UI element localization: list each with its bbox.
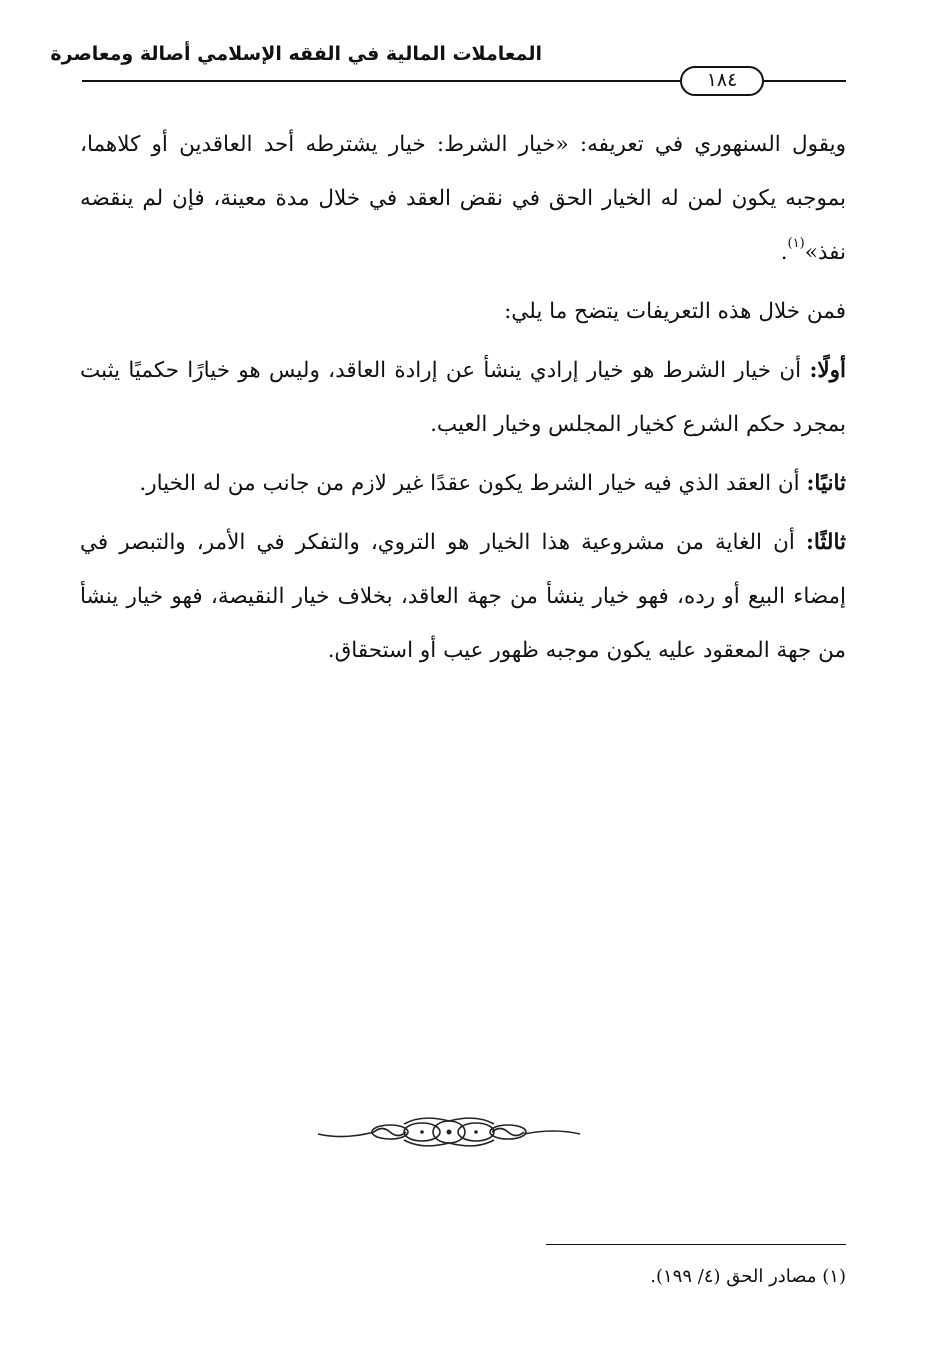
paragraph-text: ويقول السنهوري في تعريفه: «خيار الشرط: خيار يشترطه أحد العاقدين أو كلاهما، بموجبه يكون لمن له الخيار الحق في نقض العقد في خلال مدة معينة، فإن لم ينقضه نفذ»: [80, 132, 846, 265]
point-label: ثالثًا:: [805, 530, 846, 555]
paragraph-text: أن العقد الذي فيه خيار الشرط يكون عقدًا غير لازم من جانب من له الخيار.: [139, 471, 807, 496]
page-number: ١٨٤: [680, 66, 764, 96]
paragraph-second-point: [80, 457, 846, 511]
footnote-text: مصادر الحق (٤/ ١٩٩).: [650, 1266, 817, 1287]
paragraph-third-point: [80, 516, 846, 678]
point-label: ثانيًا:: [806, 471, 846, 496]
footnote-separator: [546, 1244, 846, 1245]
header-rule-right: [764, 80, 846, 82]
footnote-marker: (١): [822, 1266, 846, 1287]
paragraph-sanhouri-quote: [80, 118, 846, 280]
header-rule-left: [82, 80, 680, 82]
body-text: [80, 118, 846, 683]
running-title: المعاملات المالية في الفقه الإسلامي أصالة ومعاصرة: [50, 43, 542, 65]
footnote: [420, 1262, 846, 1292]
paragraph-end: .: [780, 240, 788, 265]
paragraph-text: أن خيار الشرط هو خيار إرادي ينشأ عن إرادة العاقد، وليس هو خيارًا حكميًا يثبت بمجرد حكم الشرع كخيار المجلس وخيار العيب.: [80, 358, 846, 437]
paragraph-text: فمن خلال هذه التعريفات يتضح ما يلي:: [504, 299, 846, 324]
decorative-divider-icon: [314, 1112, 584, 1152]
paragraph-intro: [80, 285, 846, 339]
point-label: أولًا:: [809, 358, 846, 383]
footnote-reference: (١): [787, 236, 805, 251]
paragraph-first-point: [80, 344, 846, 452]
paragraph-text: أن الغاية من مشروعية هذا الخيار هو التروي، والتفكر في الأمر، والتبصر في إمضاء البيع أو رده، فهو خيار ينشأ من جهة العاقد، بخلاف خيار النقيصة، فهو خيار ينشأ من جهة المعقود عليه يكون موجبه ظهور عيب أو استحقاق.: [80, 530, 846, 663]
